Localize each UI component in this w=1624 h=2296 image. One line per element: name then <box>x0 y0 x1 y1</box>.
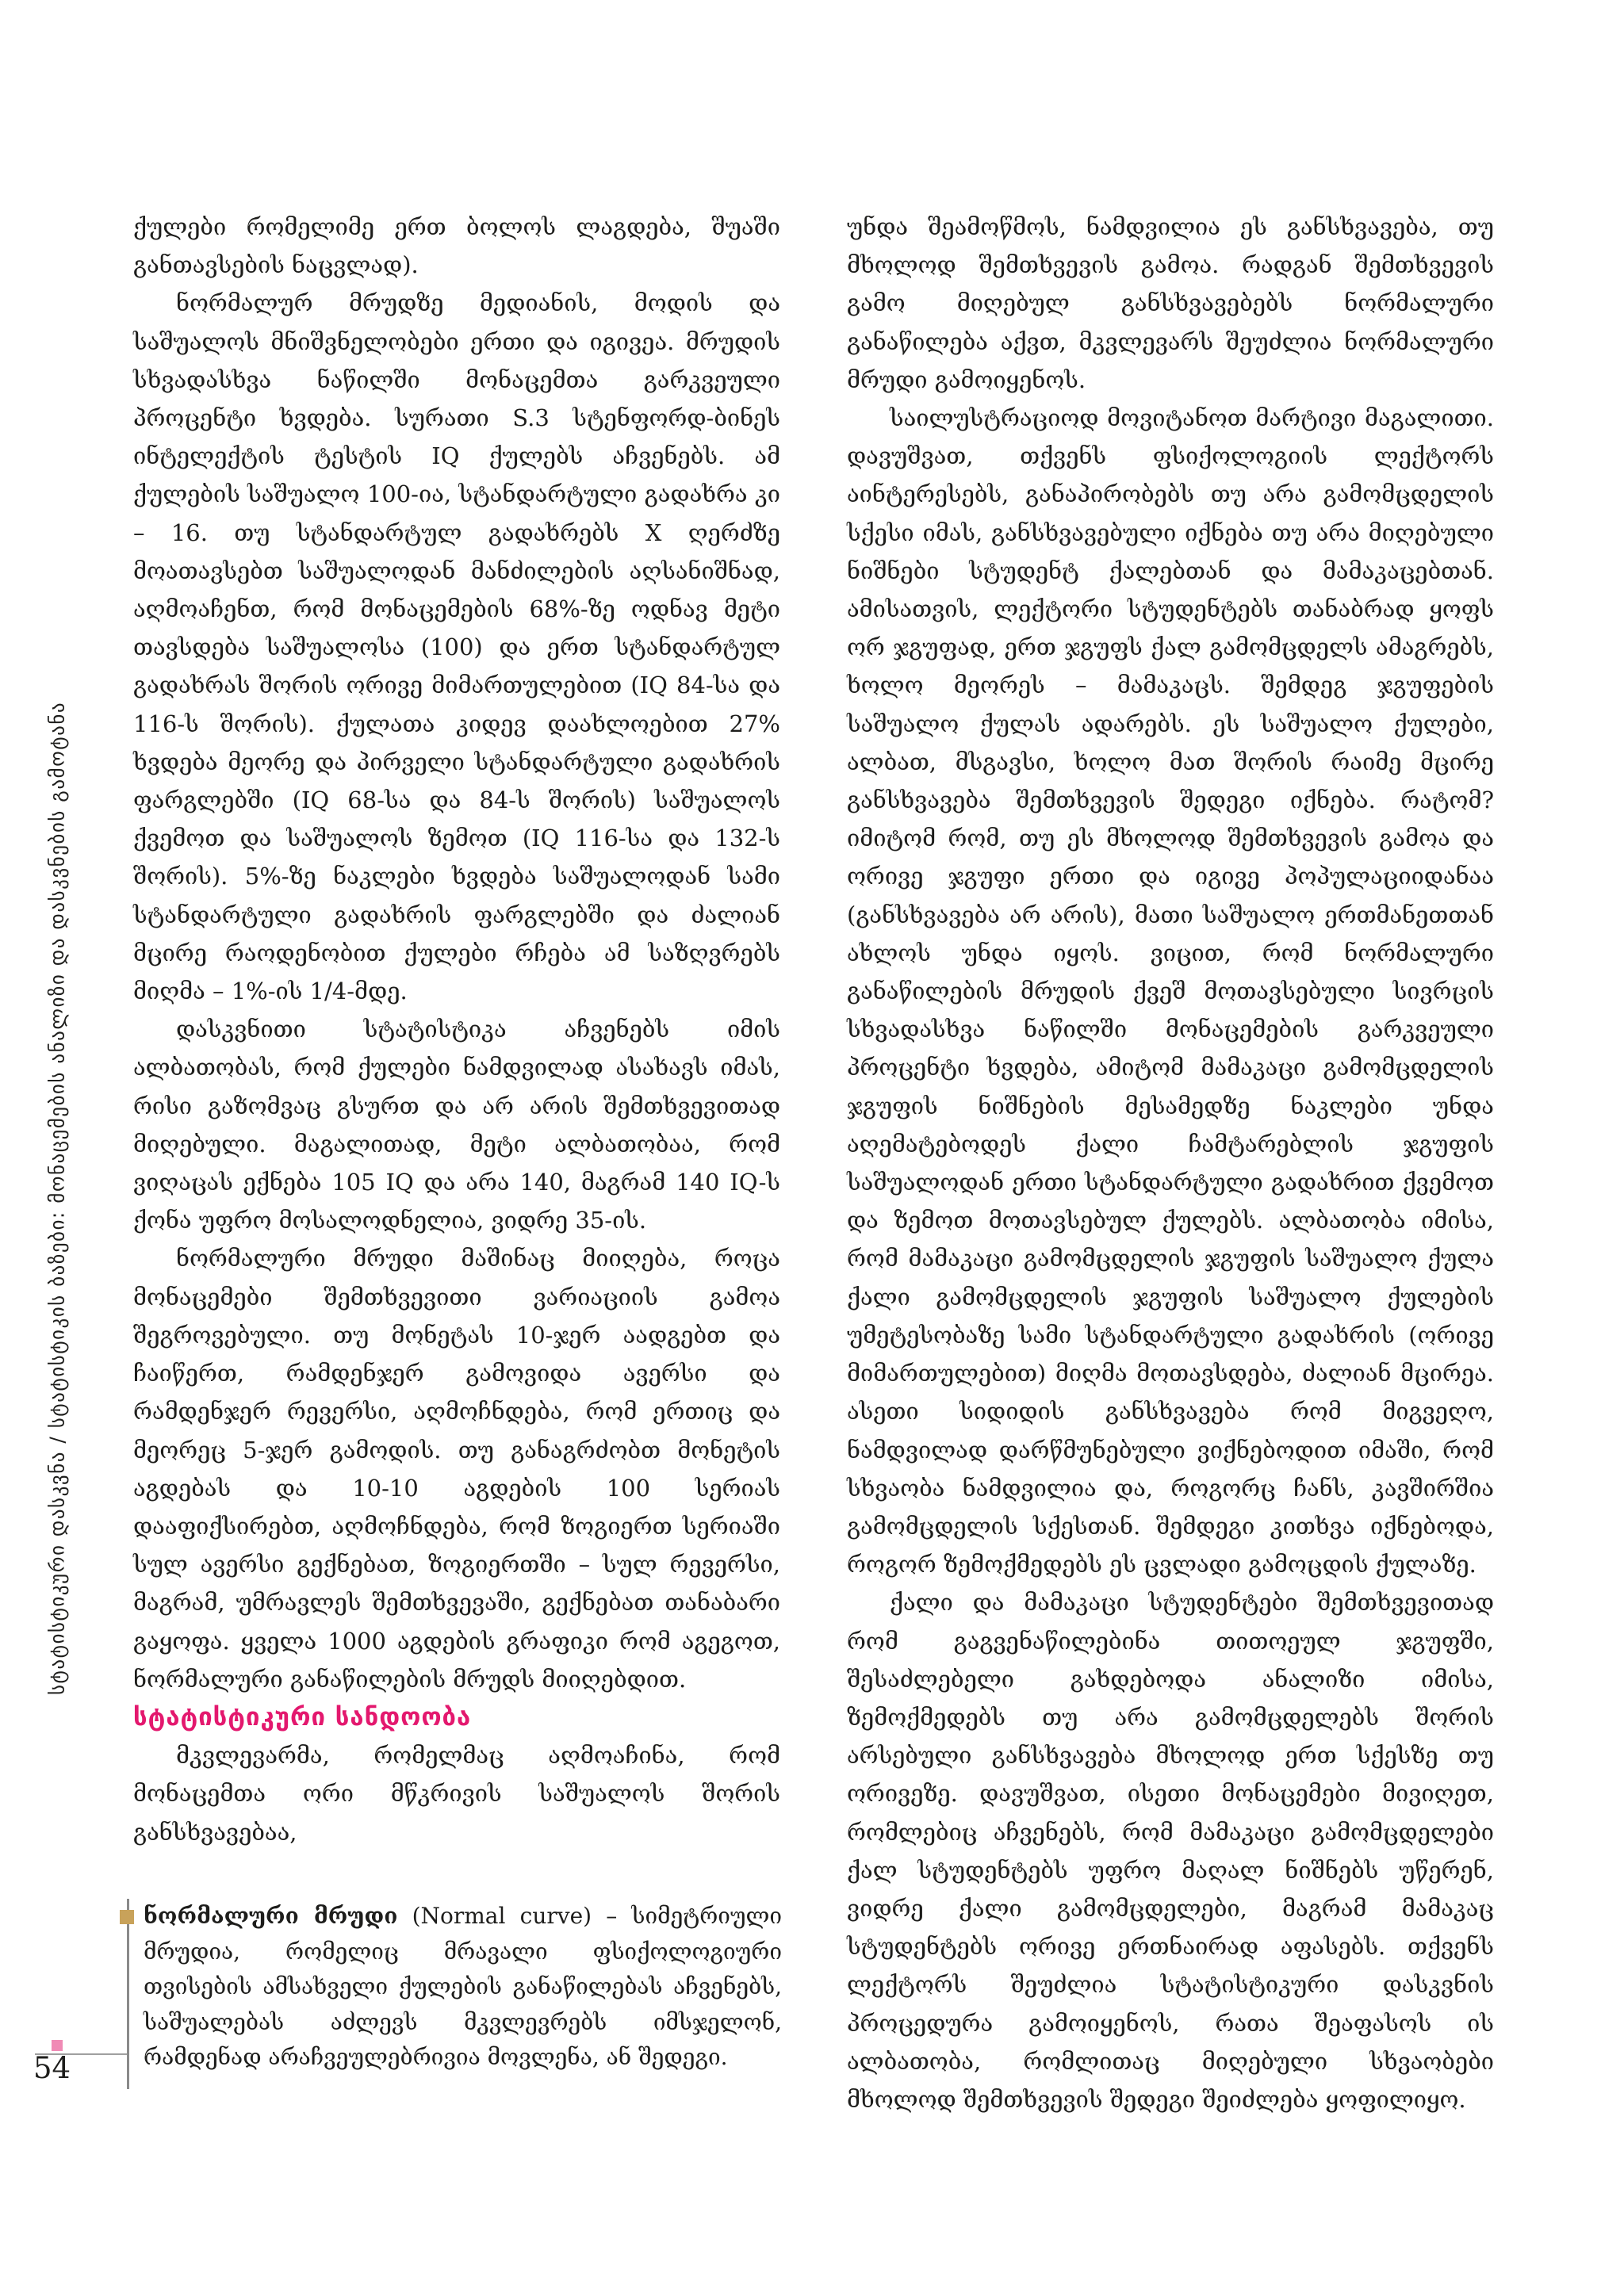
paragraph: დასკვნითი სტატისტიკა აჩვენებს იმის ალბათობას, რომ ქულები ნამდვილად ასახავს იმას, რისი გაზომვაც გსურთ და არ არის შემთხვევითად მიღებული. მაგალითად, მეტი ალბათობაა, რომ ვიღაცას ექნება 105 IQ და არა 140, მაგრამ 140 IQ-ს ქონა უფრო მოსალოდნელია, ვიდრე 35-ის. <box>133 1016 780 1234</box>
glossary-term-english: (Normal curve) <box>412 1903 592 1929</box>
running-title-text: სტატისტიკური დასკვნა / სტატისტიკის ბაზები: მონაცემების ანალიზი და დასკვნების გამოტანა <box>45 702 69 1696</box>
glossary-marker <box>120 1910 134 1924</box>
left-column <box>133 208 780 1851</box>
glossary-box <box>127 1899 782 2089</box>
paragraph: უნდა შეამოწმოს, ნამდვილია ეს განსხვავება, თუ მხოლოდ შემთხვევის გამოა. რადგან შემთხვევის გამო მიღებულ განსხვავებებს ნორმალური განაწილება აქვთ, მკვლევარს შეუძლია ნორმალური მრუდი გამოიყენოს. <box>847 213 1494 393</box>
paragraph: საილუსტრაციოდ მოვიტანოთ მარტივი მაგალითი. დავუშვათ, თქვენს ფსიქოლოგიის ლექტორს აინტერესებს, განაპირობებს თუ არა გამომცდელის სქესი იმას, განსხვავებული იქნება თუ არა მიღებული ნიშნები სტუდენტ ქალებთან და მამაკაცებთან. ამისათვის, ლექტორი სტუდენტებს თანაბრად ყოფს ორ ჯგუფად, ერთ ჯგუფს ქალ გამომცდელს ამაგრებს, ხოლო მეორეს – მამაკაცს. შემდეგ ჯგუფების საშუალო ქულას ადარებს. ეს საშუალო ქულები, ალბათ, მსგავსი, ხოლო მათ შორის რაიმე მცირე განსხვავება შემთხვევის შედეგი იქნება. რატომ? იმიტომ რომ, თუ ეს მხოლოდ შემთხვევის გამოა და ორივე ჯგუფი ერთი და იგივე პოპულაციიდანაა (განსხვავება არ არის), მათი საშუალო ერთმანეთთან ახლოს უნდა იყოს. ვიცით, რომ ნორმალური განაწილების მრუდის ქვეშ მოთავსებული სივრცის სხვადასხვა ნაწილში მონაცემების გარკვეული პროცენტი ხვდება, ამიტომ მამაკაცი გამომცდელის ჯგუფის ნიშნების მესამედზე ნაკლები უნდა აღემატებოდეს ქალი ჩამტარებლის ჯგუფის საშუალოდან ერთი სტანდარტული გადახრით ქვემოთ და ზემოთ მოთავსებულ ქულებს. ალბათობა იმისა, რომ მამაკაცი გამომცდელის ჯგუფის საშუალო ქულა ქალი გამომცდელის ჯგუფის საშუალო ქულების უმეტესობაზე სამი სტანდარტული გადახრის (ორივე მიმართულებით) მიღმა მოთავსდება, ძალიან მცირეა. ასეთი სიდიდის განსხვავება რომ მიგვეღო, ნამდვილად დარწმუნებული ვიქნებოდით იმაში, რომ სხვაობა ნამდვილია და, როგორც ჩანს, კავშირშია გამომცდელის სქესთან. შემდეგი კითხვა იქნებოდა, როგორ ზემოქმედებს ეს ცვლადი გამოცდის ქულაზე. <box>847 404 1494 1578</box>
paragraph: ნორმალურ მრუდზე მედიანის, მოდის და საშუალოს მნიშვნელობები ერთი და იგივეა. მრუდის სხვადასხვა ნაწილში მონაცემთა გარკვეული პროცენტი ხვდება. სურათი S.3 სტენფორდ-ბინეს ინტელექტის ტესტის IQ ქულებს აჩვენებს. ამ ქულების საშუალო 100-ია, სტანდარტული გადახრა კი – 16. თუ სტანდარტულ გადახრებს X ღერძზე მოათავსებთ საშუალოდან მანძილების აღსანიშნად, აღმოაჩენთ, რომ მონაცემების 68%-ზე ოდნავ მეტი თავსდება საშუალოსა (100) და ერთ სტანდარტულ გადახრას შორის ორივე მიმართულებით (IQ 84-სა და 116-ს შორის). ქულათა კიდევ დაახლოებით 27% ხვდება მეორე და პირველი სტანდარტული გადახრის ფარგლებში (IQ 68-სა და 84-ს შორის) საშუალოს ქვემოთ და საშუალოს ზემოთ (IQ 116-სა და 132-ს შორის). 5%-ზე ნაკლები ხვდება საშუალოდან სამი სტანდარტული გადახრის ფარგლებში და ძალიან მცირე რაოდენობით ქულები რჩება ამ საზღვრებს მიღმა – 1%-ის 1/4-მდე. <box>133 289 780 1005</box>
paragraph: მკვლევარმა, რომელმაც აღმოაჩინა, რომ მონაცემთა ორი მწკრივის საშუალოს შორის განსხვავებაა, <box>133 1742 780 1846</box>
paragraph: ქულები რომელიმე ერთ ბოლოს ლაგდება, შუაში განთავსების ნაცვლად). <box>133 213 780 279</box>
page-number: 54 <box>33 2051 71 2085</box>
paragraph: ნორმალური მრუდი მაშინაც მიიღება, როცა მონაცემები შემთხვევითი ვარიაციის გამოა შეგროვებული. თუ მონეტას 10-ჯერ აადგებთ და ჩაიწერთ, რამდენჯერ გამოვიდა ავერსი და რამდენჯერ რევერსი, აღმოჩნდება, რომ ერთიც და მეორეც 5-ჯერ გამოდის. თუ განაგრძობთ მონეტის აგდებას და 10-10 აგდების 100 სერიას დააფიქსირებთ, აღმოჩნდება, რომ ზოგიერთ სერიაში სულ ავერსი გექნებათ, ზოგიერთში – სულ რევერსი, მაგრამ, უმრავლეს შემთხვევაში, გექნებათ თანაბარი გაყოფა. ყველა 1000 აგდების გრაფიკი რომ აგეგოთ, ნორმალური განაწილების მრუდს მიიღებდით. <box>133 1245 780 1693</box>
glossary-definition: – სიმეტრიული მრუდია, რომელიც მრავალი ფსიქოლოგიური თვისების ამსახველი ქულების განაწილებას აჩვენებს, საშუალებას აძლევს მკვლევრებს იმსჯელონ, რამდენად არაჩვეულებრივია მოვლენა, ან შედეგი. <box>144 1903 783 2070</box>
paragraph: ქალი და მამაკაცი სტუდენტები შემთხვევითად რომ გაგვენაწილებინა თითოეულ ჯგუფში, შესაძლებელი გახდებოდა ანალიზი იმისა, ზემოქმედებს თუ არა გამომცდელებს შორის არსებული განსხვავება მხოლოდ ერთ სქესზე თუ ორივეზე. დავუშვათ, ისეთი მონაცემები მივიღეთ, რომლებიც აჩვენებს, რომ მამაკაცი გამომცდელები ქალ სტუდენტებს უფრო მაღალ ნიშნებს უწერენ, ვიდრე ქალი გამომცდელები, მაგრამ მამაკაც სტუდენტებს ორივე ერთნაირად აფასებს. თქვენს ლექტორს შეუძლია სტატისტიკური დასკვნის პროცედურა გამოიყენოს, რათა შეაფასოს ის ალბათობა, რომლითაც მიღებული სხვაობები მხოლოდ შემთხვევის შედეგი შეიძლება ყოფილიყო. <box>847 1589 1494 2113</box>
running-title <box>41 702 73 2018</box>
right-column <box>847 208 1494 2118</box>
section-heading: სტატისტიკური სანდოობა <box>133 1702 472 1732</box>
glossary-term: ნორმალური მრუდი <box>144 1903 398 1929</box>
